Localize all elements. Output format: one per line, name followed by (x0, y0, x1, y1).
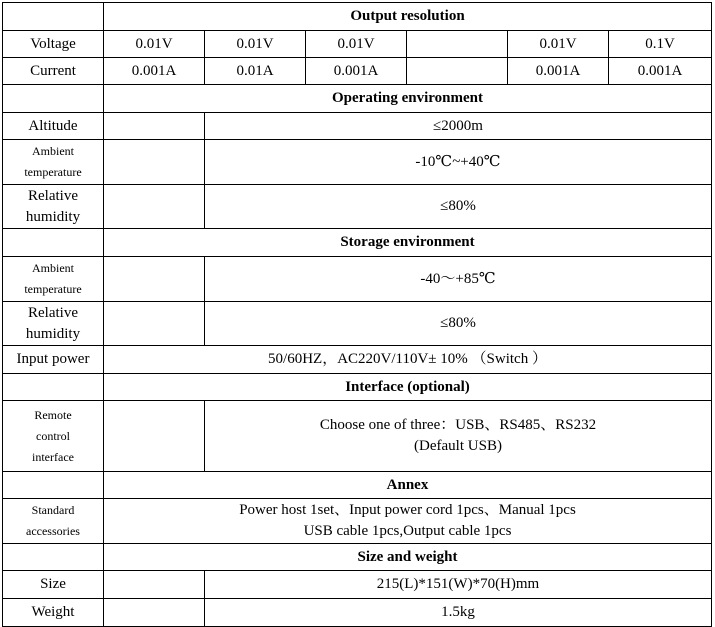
storage-ambient-temperature-label: Ambient temperature (3, 257, 104, 302)
remote-control-interface-label: Remote control interface (3, 401, 104, 472)
empty-label-cell (3, 472, 104, 499)
storage-environment-title: Storage environment (104, 229, 712, 257)
voltage-label: Voltage (3, 31, 104, 58)
empty-label-cell (3, 229, 104, 257)
current-value: 0.01A (205, 58, 306, 85)
storage-ambient-temperature-value: -40～+85℃ (205, 257, 712, 302)
remote-control-interface-value: Choose one of three：USB、RS485、RS232 (Default USB) (205, 401, 712, 472)
altitude-value: ≤2000m (205, 113, 712, 140)
storage-ambient-temperature-row (3, 257, 712, 302)
input-power-value: 50/60HZ，AC220V/110V± 10% （Switch ） (104, 346, 712, 374)
voltage-value: 0.01V (205, 31, 306, 58)
altitude-label: Altitude (3, 113, 104, 140)
empty-label-cell (3, 374, 104, 401)
operating-ambient-temperature-label: Ambient temperature (3, 140, 104, 185)
annex-header-row (3, 472, 712, 499)
size-and-weight-title: Size and weight (104, 544, 712, 571)
annex-title: Annex (104, 472, 712, 499)
standard-accessories-value: Power host 1set、Input power cord 1pcs、Manual 1pcs USB cable 1pcs,Output cable 1pcs (104, 499, 712, 544)
empty-label-cell (3, 85, 104, 113)
size-value: 215(L)*151(W)*70(H)mm (205, 571, 712, 599)
weight-label: Weight (3, 599, 104, 627)
storage-relative-humidity-row (3, 302, 712, 346)
operating-relative-humidity-row (3, 185, 712, 229)
size-label: Size (3, 571, 104, 599)
empty-corner-cell (3, 3, 104, 31)
current-value (407, 58, 508, 85)
interface-header-row (3, 374, 712, 401)
remote-control-interface-row (3, 401, 712, 472)
storage-relative-humidity-value: ≤80% (205, 302, 712, 346)
voltage-value: 0.01V (508, 31, 609, 58)
input-power-row (3, 346, 712, 374)
operating-relative-humidity-label: Relative humidity (3, 185, 104, 229)
altitude-row (3, 113, 712, 140)
empty-cell (104, 140, 205, 185)
current-label: Current (3, 58, 104, 85)
operating-relative-humidity-value: ≤80% (205, 185, 712, 229)
empty-cell (104, 401, 205, 472)
voltage-value (407, 31, 508, 58)
voltage-value: 0.01V (306, 31, 407, 58)
current-value: 0.001A (306, 58, 407, 85)
empty-cell (104, 257, 205, 302)
size-and-weight-header-row (3, 544, 712, 571)
standard-accessories-label: Standard accessories (3, 499, 104, 544)
current-value: 0.001A (104, 58, 205, 85)
specification-table (2, 2, 712, 627)
empty-cell (104, 185, 205, 229)
operating-ambient-temperature-value: -10℃~+40℃ (205, 140, 712, 185)
current-row (3, 58, 712, 85)
output-resolution-title: Output resolution (104, 3, 712, 31)
output-resolution-header-row (3, 3, 712, 31)
current-value: 0.001A (609, 58, 712, 85)
operating-environment-header-row (3, 85, 712, 113)
empty-label-cell (3, 544, 104, 571)
operating-environment-title: Operating environment (104, 85, 712, 113)
empty-cell (104, 599, 205, 627)
size-row (3, 571, 712, 599)
weight-row (3, 599, 712, 627)
empty-cell (104, 302, 205, 346)
voltage-row (3, 31, 712, 58)
voltage-value: 0.1V (609, 31, 712, 58)
operating-ambient-temperature-row (3, 140, 712, 185)
storage-relative-humidity-label: Relative humidity (3, 302, 104, 346)
storage-environment-header-row (3, 229, 712, 257)
empty-cell (104, 113, 205, 140)
current-value: 0.001A (508, 58, 609, 85)
empty-cell (104, 571, 205, 599)
interface-title: Interface (optional) (104, 374, 712, 401)
standard-accessories-row (3, 499, 712, 544)
input-power-label: Input power (3, 346, 104, 374)
voltage-value: 0.01V (104, 31, 205, 58)
weight-value: 1.5kg (205, 599, 712, 627)
